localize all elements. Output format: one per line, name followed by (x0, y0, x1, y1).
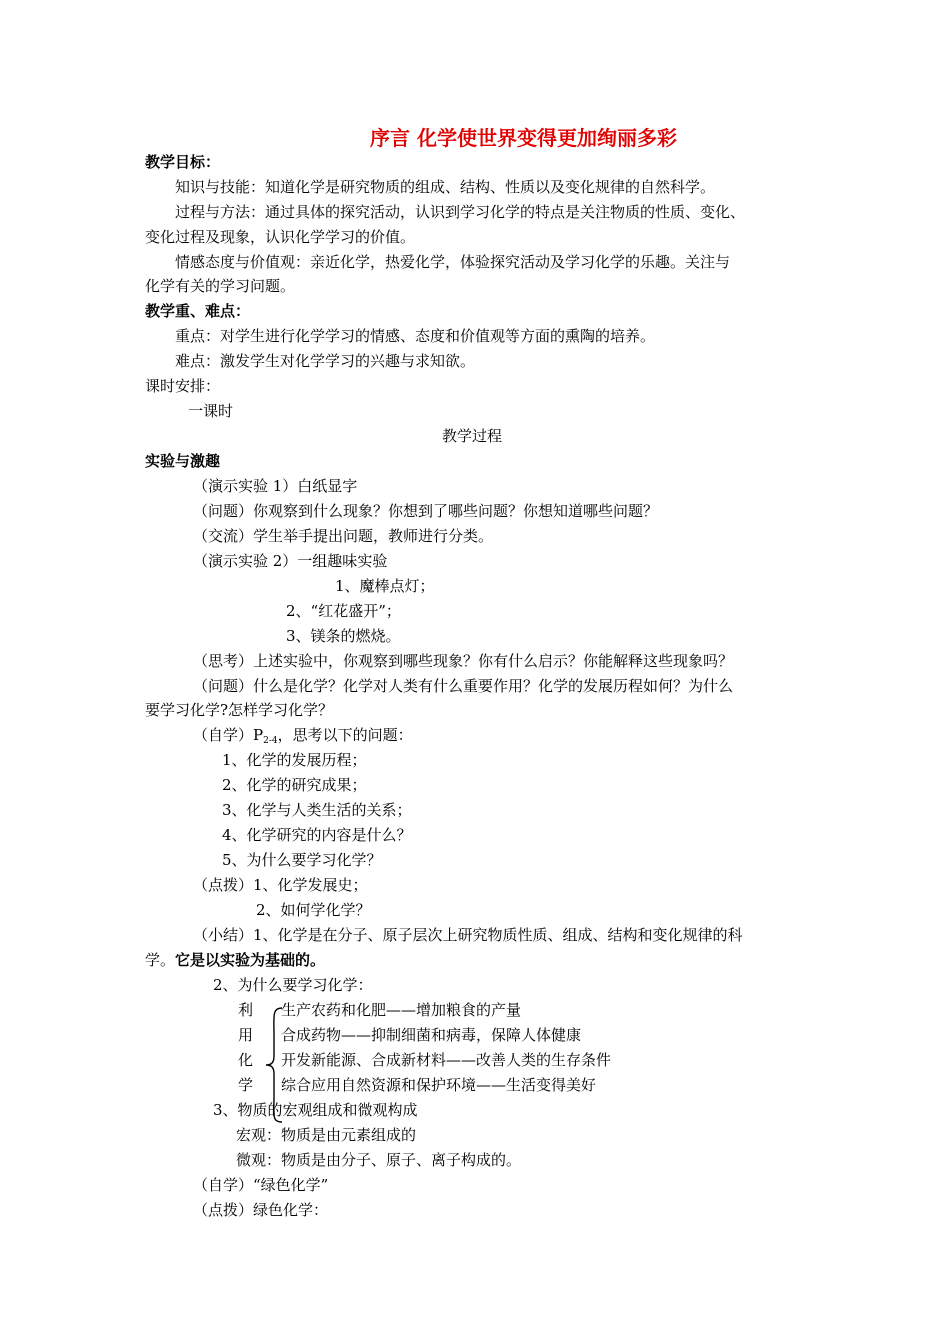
benefit-text: 生产农药和化肥——增加粮食的产量 (281, 1001, 522, 1019)
experiment-1: 1、魔棒点灯； (335, 577, 435, 595)
question-2-line1: （问题）什么是化学？化学对人类有什么重要作用？化学的发展历程如何？为什么 (193, 677, 734, 695)
think: （思考）上述实验中，你观察到哪些现象？你有什么启示？你能解释这些现象吗？ (193, 652, 734, 670)
schedule-value: 一课时 (188, 402, 234, 420)
study-question-3: 3、化学与人类生活的关系； (222, 801, 412, 819)
macro: 宏观：物质是由元素组成的 (236, 1126, 417, 1144)
key-point-focus: 重点：对学生进行化学学习的情感、态度和价值观等方面的熏陶的培养。 (175, 327, 656, 345)
goal-process-line1: 过程与方法：通过具体的探究活动，认识到学习化学的特点是关注物质的性质、变化、 (175, 203, 746, 221)
demo-1: （演示实验 1）白纸显字 (193, 477, 358, 495)
summary-line1: （小结）1、化学是在分子、原子层次上研究物质性质、组成、结构和变化规律的科 (193, 926, 743, 944)
summary-line2: 学。它是以实验为基础的。 (145, 951, 326, 969)
goal-process-line2: 变化过程及现象，认识化学学习的价值。 (145, 228, 416, 246)
benefit-char: 用 (238, 1026, 254, 1044)
process-heading: 教学过程 (442, 427, 503, 445)
composition-heading: 3、物质的宏观组成和微观构成 (213, 1101, 418, 1119)
benefit-text: 综合应用自然资源和保护环境——生活变得美好 (281, 1076, 597, 1094)
section-heading: 实验与激趣 (145, 452, 221, 470)
self-study: （自学）$P_{2-4}$，思考以下的问题： (193, 726, 413, 746)
question-1: （问题）你观察到什么现象？你想到了哪些问题？你想知道哪些问题？ (193, 502, 659, 520)
experiment-3: 3、镁条的燃烧。 (286, 627, 401, 645)
demo-2: （演示实验 2）一组趣味实验 (193, 552, 388, 570)
guide-2: 2、如何学化学？ (256, 901, 371, 919)
page-title: 序言 化学使世界变得更加绚丽多彩 (370, 126, 677, 150)
goal-emotion-line1: 情感态度与价值观：亲近化学，热爱化学，体验探究活动及学习化学的乐趣。关注与 (175, 253, 731, 271)
schedule-heading: 课时安排： (145, 377, 221, 395)
benefit-text: 开发新能源、合成新材料——改善人类的生存条件 (281, 1051, 612, 1069)
goals-heading: 教学目标： (145, 153, 221, 171)
benefit-char: 利 (238, 1001, 254, 1019)
guide-1: （点拨）1、化学发展史； (193, 876, 368, 894)
experiment-2: 2、“红花盛开”； (286, 602, 401, 620)
green-chemistry-guide: （点拨）绿色化学： (193, 1201, 329, 1219)
key-point-difficulty: 难点：激发学生对化学学习的兴趣与求知欲。 (175, 352, 476, 370)
study-question-4: 4、化学研究的内容是什么？ (222, 826, 412, 844)
micro: 微观：物质是由分子、原子、离子构成的。 (236, 1151, 522, 1169)
why-heading: 2、为什么要学习化学： (213, 976, 373, 994)
study-question-2: 2、化学的研究成果； (222, 776, 367, 794)
benefit-char: 学 (238, 1076, 254, 1094)
key-points-heading: 教学重、难点： (145, 302, 251, 320)
green-chemistry-study: （自学）“绿色化学” (193, 1176, 329, 1194)
exchange: （交流）学生举手提出问题，教师进行分类。 (193, 527, 494, 545)
goal-knowledge: 知识与技能：知道化学是研究物质的组成、结构、性质以及变化规律的自然科学。 (175, 178, 716, 196)
question-2-line2: 要学习化学?怎样学习化学？ (145, 701, 334, 719)
goal-emotion-line2: 化学有关的学习问题。 (145, 277, 296, 295)
study-question-1: 1、化学的发展历程； (222, 751, 367, 769)
study-question-5: 5、为什么要学习化学？ (222, 851, 382, 869)
benefit-text: 合成药物——抑制细菌和病毒，保障人体健康 (281, 1026, 582, 1044)
benefit-char: 化 (238, 1051, 254, 1069)
